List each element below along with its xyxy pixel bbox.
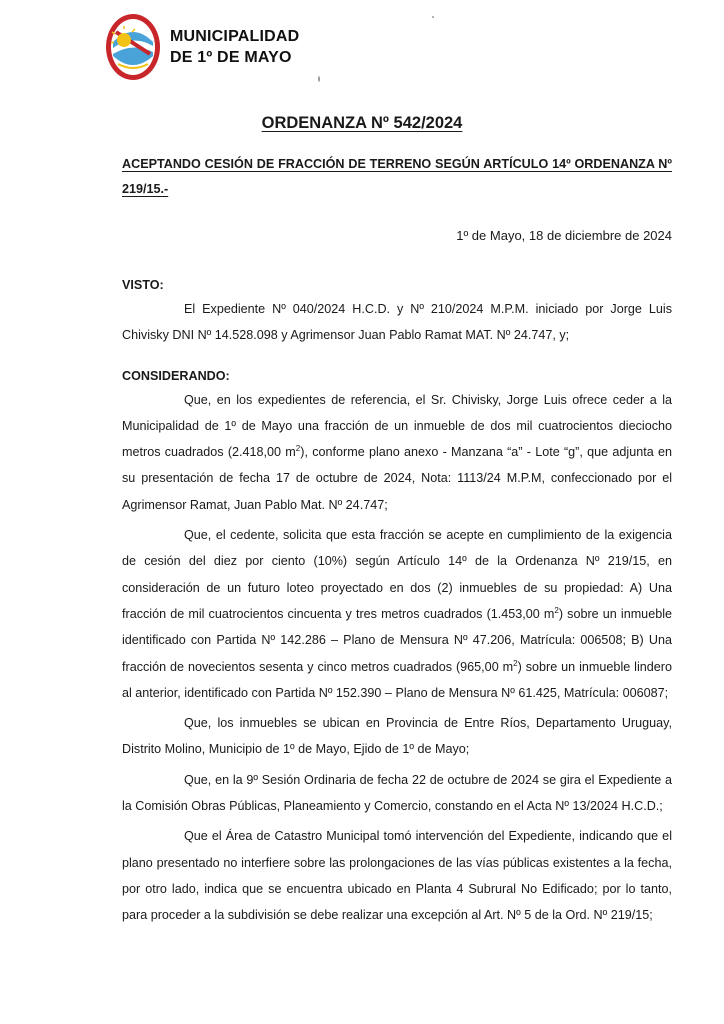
visto-heading: VISTO: <box>122 278 164 292</box>
considerando-paragraph-3: Que, los inmuebles se ubican en Provincia de Entre Ríos, Departamento Uruguay, Distrito Molino, Municipio de 1º de Mayo, Ejido de 1º de Mayo; <box>122 716 672 757</box>
paragraph-text: ), conforme plano anexo - Manzana “a” - Lote “g”, que adjunta en su presentación de fecha 17 de octubre de 2024, Nota: 1113/24 M.P.M, confeccionado por el Agrimensor Ramat, Juan Pablo Mat. Nº 24.747; <box>122 445 672 512</box>
municipality-line-2: DE 1º DE MAYO <box>170 49 292 66</box>
superscript: 2 <box>513 658 518 668</box>
superscript: 2 <box>554 605 559 615</box>
municipal-seal-icon <box>104 12 162 82</box>
scan-speck <box>318 76 320 82</box>
paragraph-text: ) sobre un inmueble identificado con Partida Nº 142.286 – Plano de Mensura Nº 47.206, Matrícula: 006508; B) Una fracción de novecientos sesenta y cinco metros cuadrados (965,00 m <box>122 606 672 674</box>
considerando-heading: CONSIDERANDO: <box>122 368 230 383</box>
considerando-paragraph-1 <box>122 387 672 518</box>
document-body <box>122 274 672 929</box>
municipality-line-1: MUNICIPALIDAD <box>170 28 300 45</box>
letterhead <box>104 12 299 82</box>
superscript: 2 <box>295 444 301 453</box>
considerando-paragraph-2 <box>122 522 672 706</box>
scan-speck <box>432 16 434 18</box>
considerando-paragraph-4: Que, en la 9º Sesión Ordinaria de fecha 22 de octubre de 2024 se gira el Expediente a la Comisión Obras Públicas, Planeamiento y Comercio, constando en el Acta Nº 13/2024 H.C.D.; <box>122 772 672 814</box>
ordinance-subject: ACEPTANDO CESIÓN DE FRACCIÓN DE TERRENO SEGÚN ARTÍCULO 14º ORDENANZA Nº 219/15.- <box>122 157 672 196</box>
visto-paragraph: El Expediente Nº 040/2024 H.C.D. y Nº 210/2024 M.P.M. iniciado por Jorge Luis Chivisky DNI Nº 14.528.098 y Agrimensor Juan Pablo Ramat MAT. Nº 24.747, y; <box>122 302 672 343</box>
ordinance-title: ORDENANZA Nº 542/2024 <box>261 114 463 132</box>
paragraph-text: Que, el cedente, solicita que esta fracción se acepte en cumplimiento de la exigencia de cesión del diez por ciento (10%) según Artículo 14º de la Ordenanza Nº 219/15, en consideración de un futuro loteo proyectado en dos (2) inmuebles de su propiedad: A) Una fracción de mil cuatrocientos cincuenta y tres metros cuadrados (1.453,00 m <box>122 528 672 621</box>
paragraph-text: ) sobre un inmueble lindero al anterior, identificado con Partida Nº 152.390 – Plano de Mensura Nº 61.425, Matrícula: 006087; <box>122 659 672 700</box>
considerando-paragraph-5: Que el Área de Catastro Municipal tomó intervención del Expediente, indicando que el plano presentado no interfiere sobre las prolongaciones de las vías públicas existentes a la fecha, por otro lado, indica que se encuentra ubicado en Planta 4 Subrural No Edificado; por lo tanto, para proceder a la subdivisión se debe realizar una excepción al Art. Nº 5 de la Ord. Nº 219/15; <box>122 829 672 923</box>
municipality-name <box>170 26 299 68</box>
paragraph-text: Que, en los expedientes de referencia, el Sr. Chivisky, Jorge Luis ofrece ceder a la Municipalidad de 1º de Mayo una fracción de un inmueble de dos mil cuatrocientos dieciocho metros cuadrados (2.418,00 m <box>122 392 672 460</box>
document-date: 1º de Mayo, 18 de diciembre de 2024 <box>456 228 672 243</box>
